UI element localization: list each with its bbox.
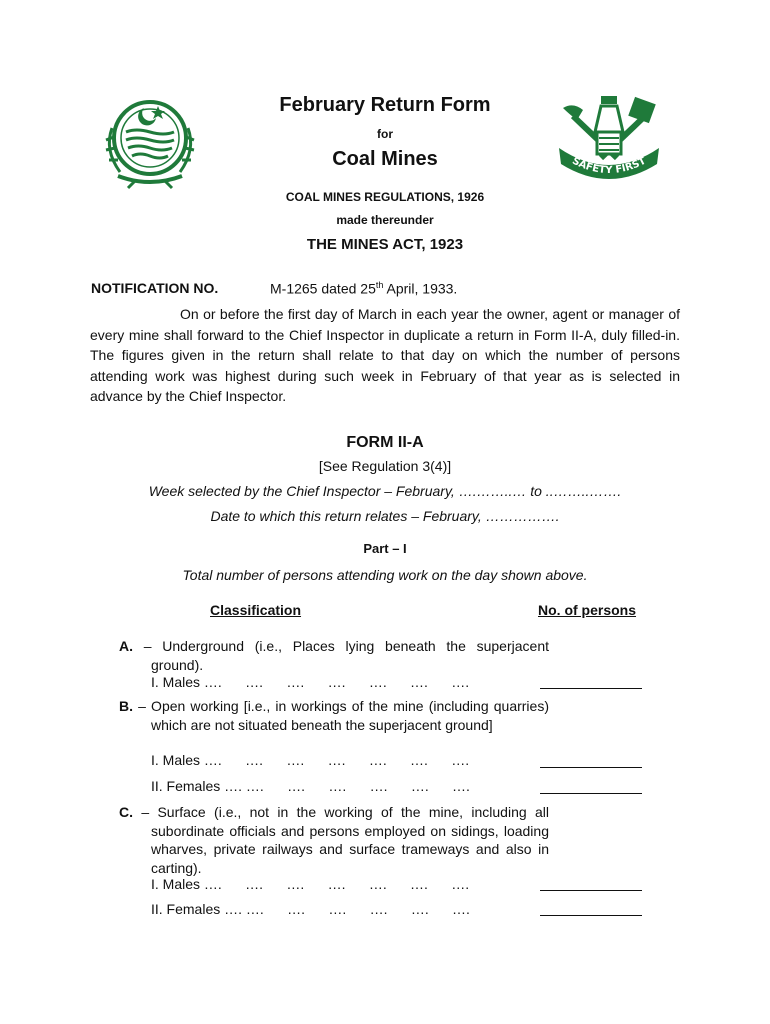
for-text: for [377, 127, 393, 141]
form-ii-a-title: FORM II-A [346, 434, 424, 451]
section-b-females-blank[interactable] [540, 793, 642, 794]
section-b-males-row: I. Males …. …. …. …. …. …. …. [151, 752, 470, 768]
made-thereunder-text: made thereunder [336, 213, 434, 227]
section-a: A. – Underground (i.e., Places lying beneath the superjacent ground). [119, 638, 549, 673]
classification-header: Classification [210, 602, 302, 618]
section-b-females-row: II. Females …. …. …. …. …. …. …. [151, 778, 470, 794]
section-c: C. – Surface (i.e., not in the working of the mine, including all subordinate officials and persons employed on sidings, loading wharves, private railways and surface trameways and also in carting). [119, 804, 549, 876]
section-b: B. – Open working [i.e., in workings of the mine (including quarries) which are not situated beneath the superjacent ground] [119, 698, 549, 733]
section-b-males-blank[interactable] [540, 767, 642, 768]
part-heading: Part – I [363, 541, 407, 556]
section-c-females-row: II. Females …. …. …. …. …. …. …. [151, 901, 470, 917]
number-of-persons-header: No. of persons [538, 602, 637, 618]
regulation-reference: [See Regulation 3(4)] [318, 458, 452, 474]
intro-paragraph: On or before the first day of March in each year the owner, agent or manager of every mine shall forward to the Chief Inspector in duplicate a return in Form II-A, duly filled-in. The figures given in the return shall relate to that day on which the number of persons attending work was highest during such week in February of that year as is selected in advance by the Chief Inspector. [90, 306, 680, 404]
regulations-heading: COAL MINES REGULATIONS, 1926 [285, 190, 485, 204]
section-c-males-blank[interactable] [540, 890, 642, 891]
act-heading: THE MINES ACT, 1923 [306, 236, 464, 253]
notification-value: M-1265 dated 25th April, 1933. [270, 280, 458, 297]
return-date-line: Date to which this return relates – February, ……………. [210, 508, 560, 524]
section-c-females-blank[interactable] [540, 915, 642, 916]
form-title: February Return Form [279, 94, 491, 116]
subtitle: Coal Mines [332, 148, 438, 170]
safety-first-text: SAFETY FIRST [570, 155, 648, 177]
notification-label: NOTIFICATION NO. [91, 280, 219, 296]
section-a-males-blank[interactable] [540, 688, 642, 689]
week-selected-line: Week selected by the Chief Inspector – February, ….……..… to ..……..……. [148, 483, 622, 499]
total-persons-text: Total number of persons attending work on the day shown above. [182, 567, 588, 583]
section-c-males-row: I. Males …. …. …. …. …. …. …. [151, 876, 470, 892]
section-a-males-row: I. Males …. …. …. …. …. …. …. [151, 674, 470, 690]
